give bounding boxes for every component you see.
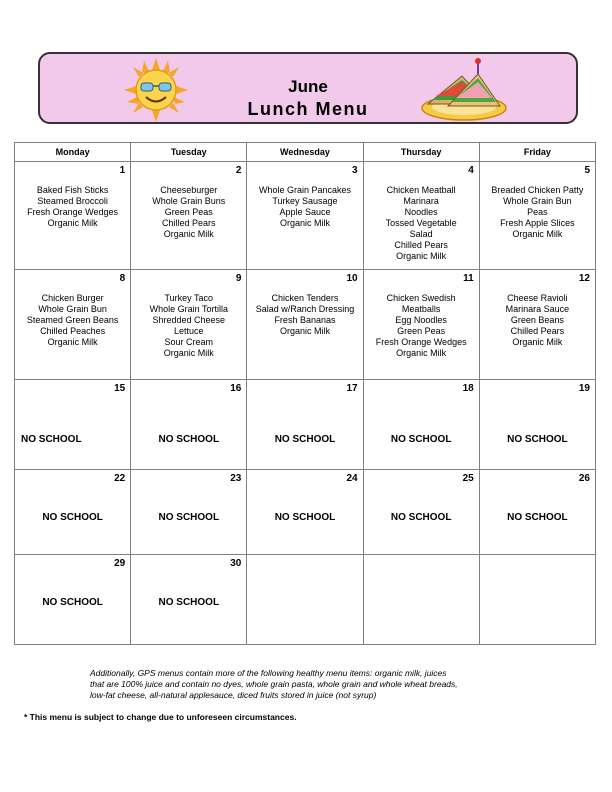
day-cell bbox=[479, 270, 595, 380]
day-number: 4 bbox=[468, 165, 474, 176]
day-cell bbox=[15, 380, 131, 470]
no-school-label: NO SCHOOL bbox=[158, 597, 220, 608]
no-school-label: NO SCHOOL bbox=[158, 434, 220, 445]
menu-item: Turkey Sausage bbox=[272, 196, 338, 206]
menu-item: Fresh Orange Wedges bbox=[27, 207, 119, 217]
note-line: that are 100% juice and contain no dyes, whole grain pasta, whole grain and whole wheat breads, bbox=[90, 679, 458, 689]
weekday-header: Wednesday bbox=[247, 143, 363, 162]
day-number: 3 bbox=[352, 165, 358, 176]
menu-items bbox=[480, 293, 595, 348]
day-number: 9 bbox=[235, 273, 242, 284]
menu-items bbox=[131, 293, 246, 359]
menu-item: Salad w/Ranch Dressing bbox=[255, 304, 355, 314]
day-number: 25 bbox=[462, 473, 474, 484]
day-number: 11 bbox=[463, 273, 474, 284]
menu-item: Chilled Peaches bbox=[40, 326, 106, 336]
menu-item: Whole Grain Tortilla bbox=[149, 304, 228, 314]
day-cell bbox=[363, 162, 479, 270]
menu-item: Chicken Burger bbox=[41, 293, 104, 303]
day-number: 22 bbox=[114, 473, 126, 484]
day-cell bbox=[247, 470, 363, 555]
day-cell bbox=[363, 380, 479, 470]
weekday-header: Tuesday bbox=[131, 143, 247, 162]
menu-item: Fresh Apple Slices bbox=[500, 218, 575, 228]
day-number: 2 bbox=[235, 165, 242, 176]
day-number: 1 bbox=[119, 165, 126, 176]
no-school-label: NO SCHOOL bbox=[274, 512, 336, 523]
day-cell bbox=[247, 380, 363, 470]
lunch-calendar bbox=[14, 142, 596, 645]
menu-item: Cheeseburger bbox=[160, 185, 218, 195]
week-row bbox=[15, 162, 596, 270]
menu-item: Salad bbox=[409, 229, 433, 239]
no-school-label: NO SCHOOL bbox=[21, 434, 82, 445]
no-school-label: NO SCHOOL bbox=[507, 434, 568, 445]
menu-item: Organic Milk bbox=[396, 251, 447, 261]
menu-items bbox=[247, 185, 362, 229]
day-cell bbox=[247, 270, 363, 380]
menu-items bbox=[364, 293, 479, 359]
day-cell bbox=[15, 470, 131, 555]
menu-item: Meatballs bbox=[401, 304, 441, 314]
menu-item: Chicken Tenders bbox=[271, 293, 339, 303]
note-line: Additionally, GPS menus contain more of the following healthy menu items: organic milk, juices bbox=[90, 668, 447, 678]
menu-item: Sour Cream bbox=[164, 337, 214, 347]
no-school-label: NO SCHOOL bbox=[274, 434, 336, 445]
day-number: 23 bbox=[230, 473, 242, 484]
week-row bbox=[15, 555, 596, 645]
day-number: 26 bbox=[578, 473, 590, 484]
no-school-label: NO SCHOOL bbox=[158, 512, 220, 523]
menu-item: Baked Fish Sticks bbox=[36, 185, 109, 195]
no-school-label: NO SCHOOL bbox=[390, 512, 452, 523]
day-cell bbox=[479, 380, 595, 470]
menu-item: Fresh Bananas bbox=[274, 315, 336, 325]
menu-item: Cheese Ravioli bbox=[507, 293, 568, 303]
weekday-header: Monday bbox=[15, 143, 131, 162]
menu-item: Fresh Orange Wedges bbox=[375, 337, 467, 347]
menu-item: Organic Milk bbox=[47, 218, 98, 228]
disclaimer: * This menu is subject to change due to unforeseen circumstances. bbox=[24, 712, 297, 722]
day-cell bbox=[479, 470, 595, 555]
day-cell bbox=[131, 555, 247, 645]
menu-item: Organic Milk bbox=[512, 337, 563, 347]
menu-item: Organic Milk bbox=[512, 229, 563, 239]
menu-item: Whole Grain Bun bbox=[38, 304, 107, 314]
menu-items bbox=[15, 293, 130, 348]
menu-item: Steamed Green Beans bbox=[26, 315, 119, 325]
menu-item: Steamed Broccoli bbox=[37, 196, 108, 206]
day-number: 8 bbox=[119, 273, 126, 284]
day-cell bbox=[15, 555, 131, 645]
menu-item: Organic Milk bbox=[163, 229, 214, 239]
no-school-label: NO SCHOOL bbox=[42, 512, 103, 523]
menu-item: Organic Milk bbox=[47, 337, 98, 347]
day-cell bbox=[131, 270, 247, 380]
day-cell bbox=[15, 162, 131, 270]
menu-item: Marinara Sauce bbox=[505, 304, 570, 314]
weekday-header: Thursday bbox=[363, 143, 479, 162]
menu-item: Egg Noodles bbox=[395, 315, 447, 325]
menu-item: Chicken Swedish bbox=[386, 293, 456, 303]
menu-header-banner bbox=[38, 52, 578, 124]
note-line: low-fat cheese, all-natural applesauce, diced fruits stored in juice (not syrup) bbox=[90, 690, 377, 700]
menu-item: Organic Milk bbox=[279, 218, 330, 228]
day-number: 18 bbox=[462, 383, 474, 394]
menu-item: Tossed Vegetable bbox=[385, 218, 457, 228]
menu-item: Green Peas bbox=[164, 207, 213, 217]
day-cell bbox=[363, 470, 479, 555]
menu-items bbox=[247, 293, 362, 337]
empty-day-cell bbox=[479, 555, 595, 645]
day-number: 29 bbox=[114, 558, 126, 569]
menu-item: Apple Sauce bbox=[279, 207, 331, 217]
menu-items bbox=[480, 185, 595, 240]
weekday-header: Friday bbox=[479, 143, 595, 162]
day-number: 19 bbox=[578, 383, 590, 394]
menu-item: Breaded Chicken Patty bbox=[491, 185, 584, 195]
healthy-menu-note bbox=[90, 668, 530, 701]
menu-item: Noodles bbox=[404, 207, 438, 217]
menu-item: Lettuce bbox=[174, 326, 204, 336]
menu-item: Whole Grain Bun bbox=[503, 196, 572, 206]
day-cell bbox=[15, 270, 131, 380]
empty-day-cell bbox=[247, 555, 363, 645]
empty-day-cell bbox=[363, 555, 479, 645]
no-school-label: NO SCHOOL bbox=[390, 434, 452, 445]
menu-item: Organic Milk bbox=[279, 326, 330, 336]
menu-item: Peas bbox=[527, 207, 548, 217]
week-row bbox=[15, 270, 596, 380]
menu-month: June bbox=[288, 77, 328, 96]
day-cell bbox=[131, 380, 247, 470]
sandwich-icon bbox=[418, 56, 510, 124]
day-cell bbox=[479, 162, 595, 270]
menu-items bbox=[131, 185, 246, 240]
menu-items bbox=[364, 185, 479, 262]
menu-item: Marinara bbox=[403, 196, 439, 206]
menu-item: Whole Grain Pancakes bbox=[258, 185, 351, 195]
menu-item: Chilled Pears bbox=[162, 218, 216, 228]
day-number: 5 bbox=[584, 165, 590, 176]
day-number: 10 bbox=[346, 273, 358, 284]
menu-item: Chilled Pears bbox=[510, 326, 565, 336]
day-number: 12 bbox=[578, 273, 590, 284]
day-cell bbox=[131, 162, 247, 270]
day-number: 16 bbox=[230, 383, 242, 394]
weekday-header-row bbox=[15, 143, 596, 162]
menu-item: Green Beans bbox=[510, 315, 564, 325]
no-school-label: NO SCHOOL bbox=[42, 597, 103, 608]
day-cell bbox=[247, 162, 363, 270]
day-number: 24 bbox=[346, 473, 358, 484]
menu-item: Chicken Meatball bbox=[386, 185, 456, 195]
no-school-label: NO SCHOOL bbox=[507, 512, 568, 523]
menu-subtitle: Lunch Menu bbox=[247, 99, 369, 119]
menu-item: Shredded Cheese bbox=[152, 315, 226, 325]
day-cell bbox=[131, 470, 247, 555]
menu-item: Chilled Pears bbox=[394, 240, 448, 250]
day-number: 15 bbox=[114, 383, 126, 394]
menu-item: Turkey Taco bbox=[164, 293, 214, 303]
menu-items bbox=[15, 185, 130, 229]
menu-item: Organic Milk bbox=[163, 348, 214, 358]
day-number: 17 bbox=[346, 383, 358, 394]
menu-item: Organic Milk bbox=[396, 348, 447, 358]
day-cell bbox=[363, 270, 479, 380]
menu-item: Green Peas bbox=[397, 326, 446, 336]
menu-item: Whole Grain Buns bbox=[152, 196, 226, 206]
day-number: 30 bbox=[230, 558, 242, 569]
week-row bbox=[15, 470, 596, 555]
week-row bbox=[15, 380, 596, 470]
